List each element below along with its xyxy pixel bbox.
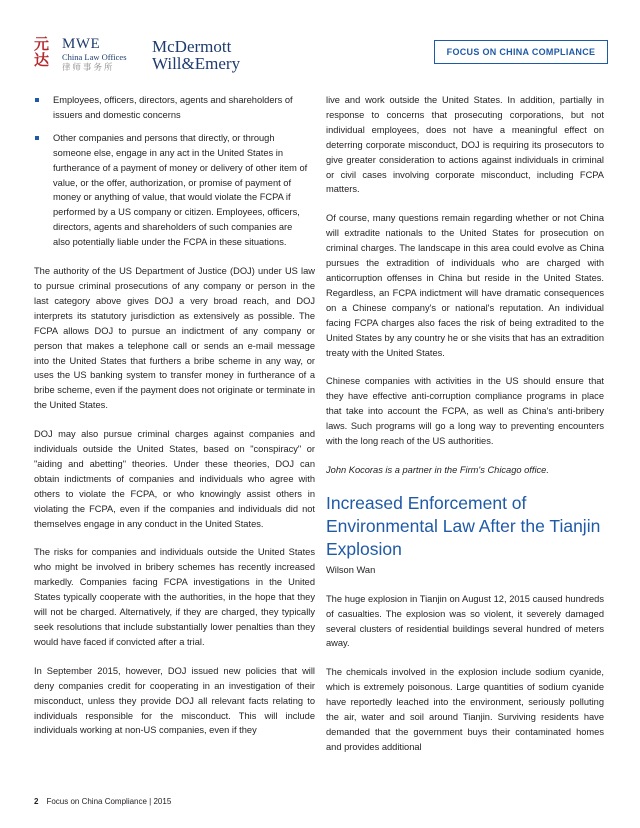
section-label-box xyxy=(434,40,608,64)
right-column xyxy=(326,93,604,769)
square-bullet-icon xyxy=(35,98,39,102)
section-label: FOCUS ON CHINA COMPLIANCE xyxy=(446,47,596,57)
paragraph: Chinese companies with activities in the US should ensure that they have effective anti-corruption compliance programs in place that take into account the FCPA, as well as China's anti-bribery laws. Such programs will go a long way to preventing encounters with the long reach of the US authorities. xyxy=(326,376,604,447)
mwe-logo-subtitle: China Law Offices xyxy=(62,52,127,62)
list-item xyxy=(34,93,315,123)
mwe-logo-text xyxy=(62,37,127,72)
mwe-logo xyxy=(34,36,134,72)
mwe-logo-glyphs: 元达 xyxy=(34,35,50,69)
section-author: Wilson Wan xyxy=(326,564,376,575)
paragraph: The risks for companies and individuals outside the United States who might be involved in bribery schemes has recently increased markedly. Companies facing FCPA investigations in the United States typically cooperate with the authorities, in the hope that they will not be charged. Alternatively, if they are charged, they typically seek resolutions that include substantially lower penalties than they would have faced if convicted after a trial. xyxy=(34,547,315,647)
mwe-logo-name: MWE xyxy=(62,36,101,52)
mcdermott-logo-line1: McDermott xyxy=(152,37,232,56)
author-byline: John Kocoras is a partner in the Firm's Chicago office. xyxy=(326,464,549,475)
paragraph: The chemicals involved in the explosion include sodium cyanide, which is extremely poisonous. Large quantities of sodium cyanide have reportedly leached into the environment, seriously polluting the air, water and soil around Tianjin. Surviving residents have demanded that the government buys their contaminated homes and provides additional xyxy=(326,667,604,752)
paragraph: The huge explosion in Tianjin on August 12, 2015 caused hundreds of casualties. The explosion was so violent, it severely damaged several clusters of residential buildings several hundred of meters away. xyxy=(326,593,604,649)
bullet-text: Employees, officers, directors, agents and shareholders of issuers and domestic concerns xyxy=(53,95,293,120)
list-item xyxy=(34,131,315,250)
paragraph: In September 2015, however, DOJ issued new policies that will deny companies credit for cooperating in an investigation of their misconduct, unless they provide DOJ all relevant facts relating to individuals responsible for the misconduct. This will include individuals working at non-US companies, even if they xyxy=(34,665,315,736)
bullet-list xyxy=(34,93,315,250)
footer-text: Focus on China Compliance | 2015 xyxy=(46,797,172,806)
bullet-text: Other companies and persons that directly, or through someone else, engage in any act in the United States in furtherance of a payment of money or delivery of other item of value, or the offer, authorization, or promise of payment of money or anything of value, that would violate the FCPA if performed by a US company or citizen. Employees, officers, directors, agents and shareholders of such companies are also potentially liable under the FCPA in these situations. xyxy=(53,132,308,248)
paragraph: DOJ may also pursue criminal charges against companies and individuals outside the United States, based on "conspiracy" or "aiding and abetting" theories. Under these theories, DOJ can obtain indictments of companies and individuals who agree with others to violate the FCPA, or who knowingly assist others in violating the FCPA, even if the companies and individuals did not themselves engage in any conduct in the United States. xyxy=(34,429,315,529)
square-bullet-icon xyxy=(35,136,39,140)
paragraph: Of course, many questions remain regarding whether or not China will extradite nationals to the United States for prosecution on criminal charges. The landscape in this area could evolve as China pursues the extradition of individuals who are charged with anticorruption offenses in China but reside in the United States. Regardless, an FCPA indictment will have dramatic consequences on a Chinese company's or national's reputation. An individual facing FCPA charges also faces the risk of being extradited to the United States by any country he or she visits that has an extradition treaty with the United States. xyxy=(326,213,604,358)
mcdermott-logo-line2: Will&Emery xyxy=(152,54,241,73)
paragraph: live and work outside the United States. In addition, partially in response to concerns that prosecuting corporations, but not individual employees, does not have a meaningful effect on deterring corporate misconduct, DOJ is requiring its prosecutors to give greater consideration to actions against individuals in criminal or civil cases involving corporate misconduct, including FCPA matters. xyxy=(326,95,604,195)
paragraph: The authority of the US Department of Justice (DOJ) under US law to pursue criminal prosecutions of any company or person in the last category above gives DOJ a very broad reach, and DOJ interprets its statutory jurisdiction as extensively as possible. The FCPA allows DOJ to pursue an indictment of any company or person that makes a telephone call or sends an e-mail message into the United States that furthers a bribe scheme in any way, or uses the US banking system to transfer money in furtherance of a bribe scheme, even if the payment does not originate or terminate in the United States. xyxy=(34,266,315,411)
mcdermott-logo xyxy=(152,38,240,72)
page-footer xyxy=(34,797,171,806)
section-title: Increased Enforcement of Environmental Law After the Tianjin Explosion xyxy=(326,492,601,559)
page-number: 2 xyxy=(34,797,39,806)
mwe-logo-cn-subtitle: 律师事务所 xyxy=(62,62,115,72)
left-column xyxy=(34,93,315,752)
